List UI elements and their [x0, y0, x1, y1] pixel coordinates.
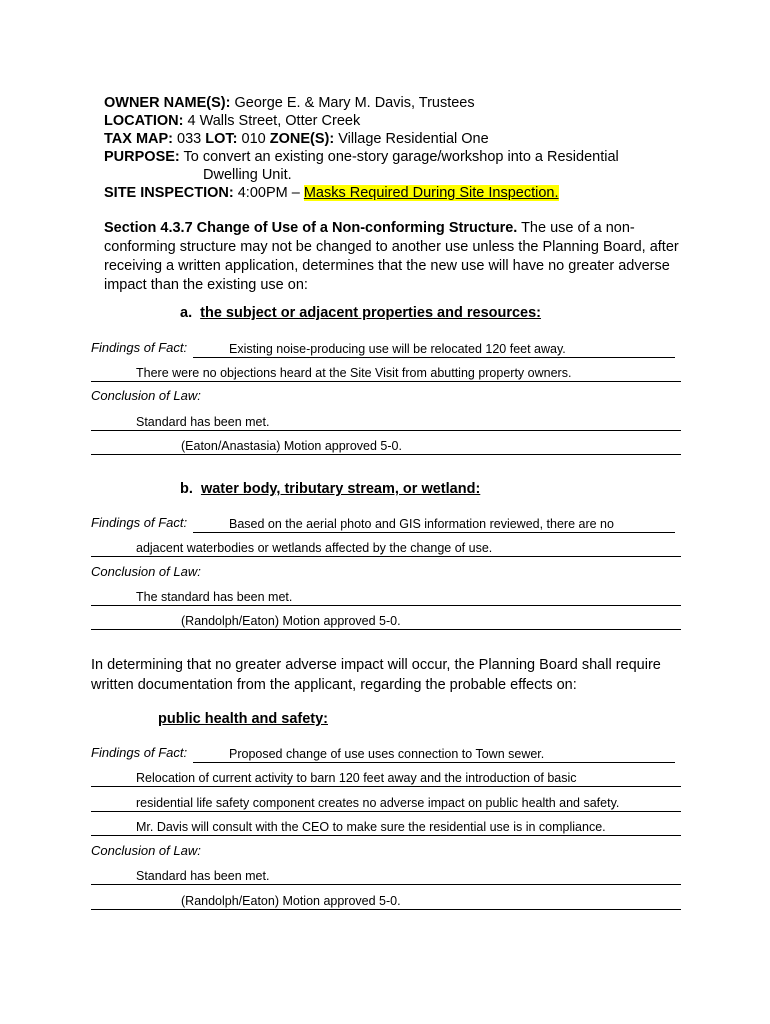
site-inspection-label: SITE INSPECTION: [104, 185, 234, 201]
standard-a-findings-text-1: Existing noise-producing use will be relocated 120 feet away. [229, 342, 566, 356]
standard-a-conclusion-line-2 [91, 437, 681, 455]
standard-b-conclusion-text-1: The standard has been met. [136, 590, 293, 604]
standard-c-findings-line-3 [91, 794, 681, 812]
standard-c-conclusion-text-1: Standard has been met. [136, 869, 270, 883]
lot-value: 010 [237, 131, 270, 147]
standard-c-conclusion-line-2 [91, 892, 681, 910]
standard-c-findings-line-1 [193, 745, 675, 763]
standard-a-conclusion-text-2: (Eaton/Anastasia) Motion approved 5-0. [181, 439, 402, 453]
standard-b-title: water body, tributary stream, or wetland: [200, 481, 481, 497]
location-value: 4 Walls Street, Otter Creek [183, 113, 361, 129]
standard-b-conclusion-text-2: (Randolph/Eaton) Motion approved 5-0. [181, 614, 401, 628]
standard-c-findings-line-4 [91, 818, 681, 836]
section-title: Section 4.3.7 Change of Use of a Non-conforming Structure. [104, 220, 518, 236]
standard-c-findings-text-1: Proposed change of use uses connection to Town sewer. [229, 747, 545, 761]
owner-line [104, 94, 475, 112]
lot-label: LOT: [205, 131, 238, 147]
taxmap-line [104, 130, 489, 148]
standard-a-conclusion-label: Conclusion of Law: [91, 388, 201, 403]
section-paragraph [104, 219, 684, 295]
standard-c-heading [158, 711, 328, 727]
standard-b-heading [180, 481, 480, 497]
determining-paragraph: In determining that no greater adverse impact will occur, the Planning Board shall require written documentation from the applicant, regarding the probable effects on: [91, 657, 661, 693]
standard-b-conclusion-label: Conclusion of Law: [91, 564, 201, 579]
standard-b-conclusion-line-2 [91, 612, 681, 630]
purpose-value: To convert an existing one-story garage/workshop into a Residential [179, 149, 619, 165]
standard-a-conclusion-line-1 [91, 413, 681, 431]
standard-b-letter: b. [180, 481, 193, 497]
standard-b-findings-text-2: adjacent waterbodies or wetlands affected by the change of use. [136, 541, 493, 555]
taxmap-value: 033 [173, 131, 206, 147]
standard-c-findings-label: Findings of Fact: [91, 745, 188, 760]
location-label: LOCATION: [104, 113, 184, 129]
standard-c-findings-text-4: Mr. Davis will consult with the CEO to make sure the residential use is in compliance. [136, 820, 606, 834]
standard-a-findings-text-2: There were no objections heard at the Site Visit from abutting property owners. [136, 366, 572, 380]
purpose-line [104, 148, 619, 166]
owner-label: OWNER NAME(S): [104, 95, 231, 111]
zone-value: Village Residential One [334, 131, 489, 147]
standard-c-findings-text-3: residential life safety component creates no adverse impact on public health and safety. [136, 796, 620, 810]
location-line [104, 112, 360, 130]
standard-b-findings-line-1 [193, 515, 675, 533]
standard-c-conclusion-text-2: (Randolph/Eaton) Motion approved 5-0. [181, 894, 401, 908]
masks-required-note: Masks Required During Site Inspection. [303, 185, 559, 201]
standard-a-letter: a. [180, 305, 193, 321]
purpose-value-continued: Dwelling Unit. [203, 167, 292, 183]
standard-b-findings-line-2 [91, 539, 681, 557]
standard-a-title: the subject or adjacent properties and resources: [200, 305, 542, 321]
standard-c-findings-line-2 [91, 769, 681, 787]
standard-a-findings-line-1 [193, 340, 675, 358]
standard-c-conclusion-line-1 [91, 867, 681, 885]
standard-c-findings-text-2: Relocation of current activity to barn 120 feet away and the introduction of basic [136, 771, 577, 785]
zone-label: ZONE(S): [269, 131, 335, 147]
standard-b-findings-label: Findings of Fact: [91, 515, 188, 530]
standard-a-findings-line-2 [91, 364, 681, 382]
standard-c-conclusion-label: Conclusion of Law: [91, 843, 201, 858]
taxmap-label: TAX MAP: [104, 131, 174, 147]
site-inspection-time: 4:00PM – [233, 185, 304, 201]
owner-value: George E. & Mary M. Davis, Trustees [230, 95, 475, 111]
standard-b-conclusion-line-1 [91, 588, 681, 606]
purpose-line-continued [203, 166, 292, 184]
standard-a-heading [180, 305, 541, 321]
standard-a-conclusion-text-1: Standard has been met. [136, 415, 270, 429]
standard-a-findings-label: Findings of Fact: [91, 340, 188, 355]
standard-c-title: public health and safety: [158, 711, 328, 727]
standard-b-findings-text-1: Based on the aerial photo and GIS information reviewed, there are no [229, 517, 614, 531]
site-inspection-line [104, 184, 559, 202]
purpose-label: PURPOSE: [104, 149, 180, 165]
section-body: The use of a non-conforming structure may not be changed to another use unless the Planning Board, after receiving a written application, determines that the new use will have no greater adverse impact than the existing use on: [104, 220, 679, 293]
